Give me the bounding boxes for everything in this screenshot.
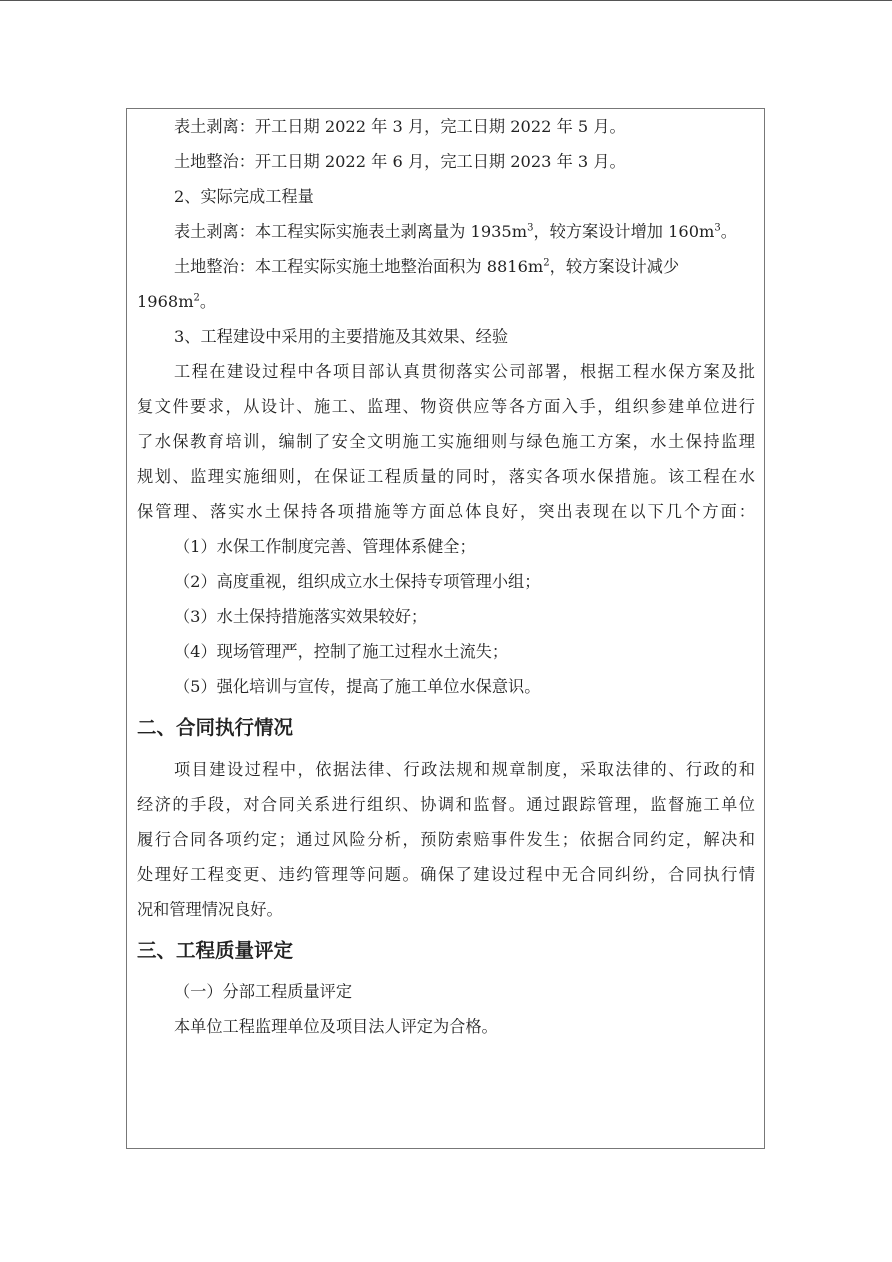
paragraph-line: 保管理、落实水土保持各项措施等方面总体良好，突出表现在以下几个方面： — [137, 502, 755, 521]
paragraph-line: 工程在建设过程中各项目部认真贯彻落实公司部署，根据工程水保方案及批 — [174, 362, 755, 381]
page-top-rule — [0, 0, 892, 1]
list-item: （3）水土保持措施落实效果较好； — [174, 607, 428, 626]
paragraph-line: 况和管理情况良好。 — [137, 900, 283, 919]
paragraph-line: 本单位工程监理单位及项目法人评定为合格。 — [174, 1017, 498, 1036]
paragraph-line: 项目建设过程中，依据法律、行政法规和规章制度，采取法律的、行政的和 — [174, 760, 755, 779]
paragraph-line: 表土剥离：开工日期 2022 年 3 月，完工日期 2022 年 5 月。 — [174, 117, 626, 136]
list-item: （5）强化培训与宣传，提高了施工单位水保意识。 — [174, 677, 541, 696]
list-item: （1）水保工作制度完善、管理体系健全； — [174, 537, 476, 556]
paragraph-line: 2、实际完成工程量 — [174, 187, 314, 206]
sub-heading: （一）分部工程质量评定 — [174, 982, 353, 1001]
section-heading: 三、工程质量评定 — [137, 939, 294, 962]
section-heading: 二、合同执行情况 — [137, 716, 294, 739]
paragraph-line: 经济的手段，对合同关系进行组织、协调和监督。通过跟踪管理，监督施工单位 — [137, 795, 755, 814]
paragraph-line: 表土剥离：本工程实际实施表土剥离量为 $1935m^3$，较方案设计增加 $160m^3$。 — [174, 222, 737, 241]
paragraph-line: 土地整治：本工程实际实施土地整治面积为 $8816m^2$，较方案设计减少 — [174, 257, 680, 276]
paragraph-line: $1968m^2$。 — [137, 292, 217, 311]
paragraph-line: 3、工程建设中采用的主要措施及其效果、经验 — [174, 327, 509, 346]
paragraph-line: 了水保教育培训，编制了安全文明施工实施细则与绿色施工方案，水土保持监理 — [137, 432, 755, 451]
paragraph-line: 复文件要求，从设计、施工、监理、物资供应等各方面入手，组织参建单位进行 — [137, 397, 755, 416]
list-item: （4）现场管理严，控制了施工过程水土流失； — [174, 642, 509, 661]
list-item: （2）高度重视，组织成立水土保持专项管理小组； — [174, 572, 541, 591]
paragraph-line: 规划、监理实施细则，在保证工程质量的同时，落实各项水保措施。该工程在水 — [137, 467, 755, 486]
paragraph-line: 履行合同各项约定；通过风险分析，预防索赔事件发生；依据合同约定，解决和 — [137, 830, 755, 849]
paragraph-line: 土地整治：开工日期 2022 年 6 月，完工日期 2023 年 3 月。 — [174, 152, 626, 171]
paragraph-line: 处理好工程变更、违约管理等问题。确保了建设过程中无合同纠纷，合同执行情 — [137, 865, 755, 884]
